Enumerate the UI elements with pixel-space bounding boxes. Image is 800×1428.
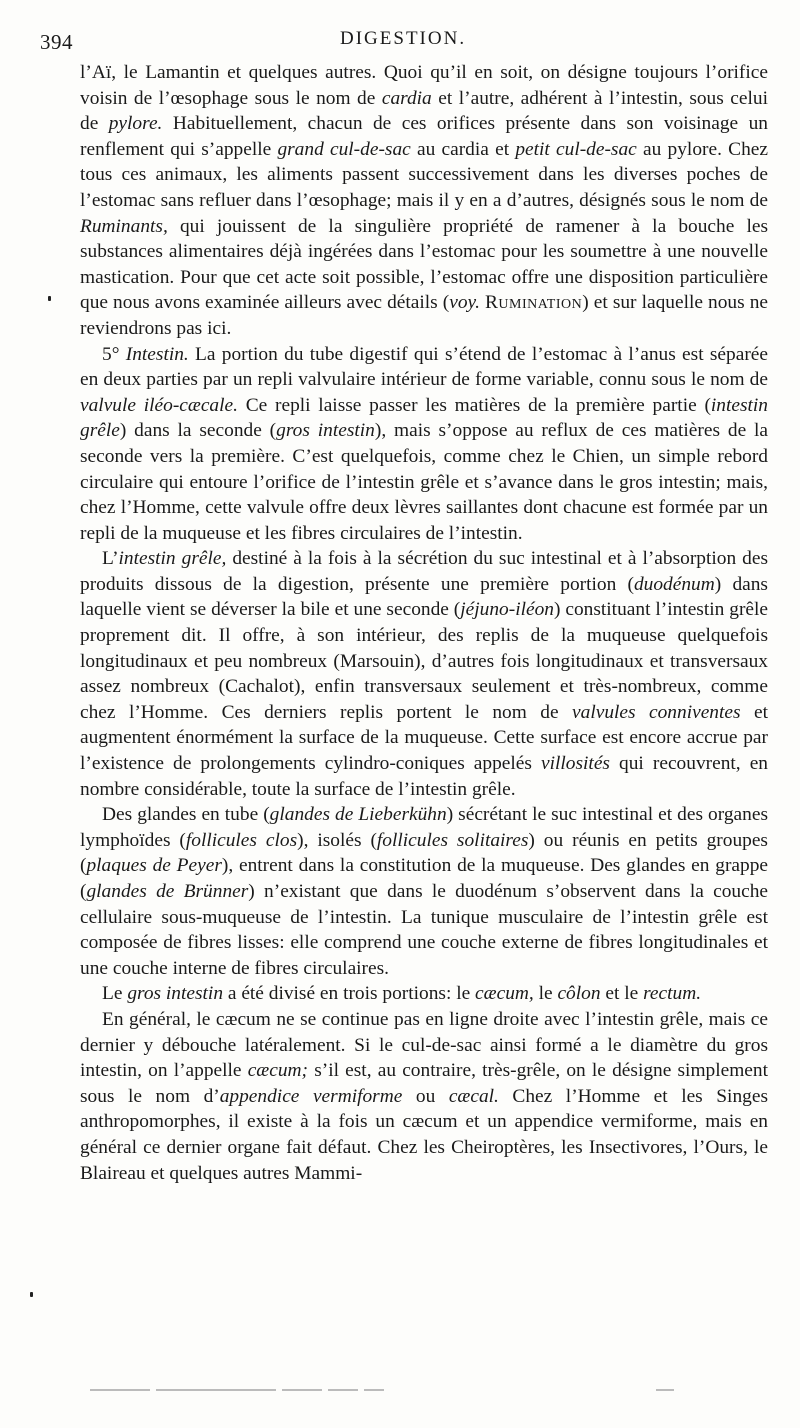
- text-run: 5°: [102, 343, 126, 365]
- text-run: ) constituant l’intestin grêle proprement dit. Il offre, à son intérieur, des replis de la muqueuse quelquefois longitudinaux et peu nombreux (Marsouin), d’autres fois longitudinaux et transversaux assez nombreux (Cachalot), enfin transversaux seulement et très-nombreux, comme chez l’Homme. Ces derniers replis portent le nom de: [80, 599, 768, 723]
- text-run: ), mais s’oppose au reflux de ces matières de la seconde vers la première. C’est quelquefois, comme chez le Chien, un simple rebord circulaire qui entoure l’orifice de l’intestin grêle et s’avance dans le gros intestin; mais, chez l’Homme, cette valvule offre deux lèvres saillantes dont chacune est formée par un repli de la muqueuse et les fibres circulaires de l’intestin.: [80, 420, 769, 544]
- text-run: ) sécrétant le suc intestinal et des organes lymphoïdes (: [80, 804, 768, 851]
- footer-bleed-through: [90, 1389, 750, 1393]
- body-text: [80, 60, 768, 1186]
- text-run: Chez l’Homme et les Singes anthropomorphes, il existe à la fois un cæcum et un appendice vermiforme, mais en général ce dernier organe fait défaut. Chez les Cheiroptères, les Insectivores, l’Ours, le Blaireau et quelques autres Mammi-: [80, 1085, 768, 1184]
- text-run: ou: [402, 1085, 449, 1107]
- italic-term: voy.: [449, 292, 480, 314]
- italic-term: cardia: [381, 87, 432, 109]
- text-run: au cardia et: [410, 138, 516, 160]
- italic-term: follicules clos: [185, 829, 298, 851]
- text-run: qui recouvrent, en nombre considérable, toute la surface de l’intestin grêle.: [80, 753, 769, 800]
- paragraph: [80, 60, 768, 342]
- italic-term: Intestin.: [125, 343, 189, 365]
- margin-speck: [30, 1292, 33, 1297]
- text-run: et augmentent énormément la surface de la muqueuse. Cette surface est encore accrue par l’existence de prolongements cylindro-coniques appelés: [80, 701, 768, 775]
- italic-term: valvule iléo-cæcale.: [80, 394, 238, 416]
- text-run: ), isolés (: [297, 829, 377, 851]
- text-run: L’: [102, 548, 119, 570]
- italic-term: cæcum,: [475, 983, 534, 1005]
- text-run: et l’autre, adhérent à l’intestin, sous celui de: [80, 87, 768, 135]
- text-run: ) dans laquelle vient se déverser la bile et une seconde (: [80, 573, 768, 621]
- text-run: l’Aï, le Lamantin et quelques autres. Quoi qu’il en soit, on désigne toujours l’orifice voisin de l’œsophage sous le nom de: [80, 62, 768, 109]
- italic-term: duodénum: [633, 573, 715, 595]
- italic-term: glandes de Brünner: [86, 881, 249, 902]
- text-run: qui jouissent de la singulière propriété de ramener à la bouche les substances alimentaires déjà ingérées dans l’estomac pour les soumettre à une nouvelle mastication. Pour que cet acte soit possible, l’estomac offre une disposition particulière que nous avons examinée ailleurs avec détails (: [80, 215, 768, 314]
- text-run: destiné à la fois à la sécrétion du suc intestinal et à l’absorption des produits dissous de la digestion, présente une première portion (: [80, 548, 769, 595]
- italic-term: plaques de Peyer: [86, 855, 222, 877]
- paragraph: [80, 981, 768, 1007]
- text-run: En général, le cæcum ne se continue pas en ligne droite avec l’intestin grêle, mais ce dernier y débouche latéralement. Si le cul-de-sac ainsi formé a le diamètre du gros intestin, on l’appelle: [80, 1008, 768, 1082]
- italic-term: côlon: [557, 983, 601, 1005]
- italic-term: jéjuno-iléon: [460, 599, 554, 621]
- paragraph: [80, 1007, 768, 1186]
- text-run: s’il est, au contraire, très-grêle, on le désigne simplement sous le nom d’: [80, 1060, 768, 1107]
- text-run: ), entrent dans la constitution de la muqueuse. Des glandes en grappe (: [80, 855, 769, 902]
- italic-term: gros intestin: [276, 420, 375, 442]
- italic-term: rectum.: [643, 983, 702, 1005]
- paragraph: [80, 802, 768, 981]
- paragraph: [80, 546, 768, 802]
- small-caps-reference: Rumination: [484, 292, 583, 314]
- text-run: La portion du tube digestif qui s’étend de l’estomac à l’anus est séparée en deux parties par un repli valvulaire intérieur de forme variable, connu sous le nom de: [80, 343, 768, 391]
- italic-term: gros intestin: [127, 983, 224, 1005]
- text-run: ) et sur laquelle nous ne reviendrons pas ici.: [80, 292, 768, 339]
- text-run: ) n’existant que dans le duodénum s’observent dans la couche cellulaire sous-muqueuse de l’intestin. La tunique musculaire de l’intestin grêle est composée de fibres lisses: elle comprend une couche externe de fibres longitudinales et une couche interne de fibres circulaires.: [80, 881, 768, 979]
- italic-term: villosités: [541, 753, 610, 775]
- running-head: DIGESTION.: [340, 28, 467, 49]
- italic-term: pylore.: [108, 113, 163, 135]
- italic-term: Ruminants,: [80, 215, 168, 237]
- text-run: Le: [102, 983, 128, 1005]
- page-number: 394: [40, 30, 73, 54]
- text-run: a été divisé en trois portions: le: [223, 983, 476, 1005]
- margin-speck: [48, 296, 51, 301]
- text-run: et le: [600, 983, 644, 1005]
- italic-term: intestin grêle,: [118, 548, 227, 570]
- italic-term: grand cul-de-sac: [277, 138, 411, 160]
- italic-term: cæcal.: [448, 1085, 499, 1107]
- text-run: Des glandes en tube (: [102, 804, 270, 826]
- text-run: Ce repli laisse passer les matières de la première partie (: [237, 394, 711, 416]
- paragraph: [80, 342, 768, 547]
- page-header: [40, 26, 770, 56]
- text-run: le: [533, 983, 558, 1005]
- text-run: au pylore. Chez tous ces animaux, les aliments passent successivement dans les diverses poches de l’estomac sans refluer dans l’œsophage; mais il y en a d’autres, désignés sous le nom de: [80, 138, 768, 211]
- text-run: Habituellement, chacun de ces orifices présente dans son voisinage un renflement qui s’appelle: [80, 113, 768, 160]
- italic-term: cæcum;: [247, 1060, 309, 1082]
- italic-term: appendice vermiforme: [219, 1085, 403, 1107]
- italic-term: glandes de Lieberkühn: [269, 804, 447, 826]
- italic-term: petit cul-de-sac: [515, 138, 637, 160]
- italic-term: intestin grêle: [80, 394, 768, 442]
- text-run: ) dans la seconde (: [119, 420, 277, 442]
- italic-term: follicules solitaires: [376, 829, 529, 851]
- italic-term: valvules conniventes: [572, 701, 741, 723]
- text-run: ) ou réunis en petits groupes (: [80, 829, 768, 877]
